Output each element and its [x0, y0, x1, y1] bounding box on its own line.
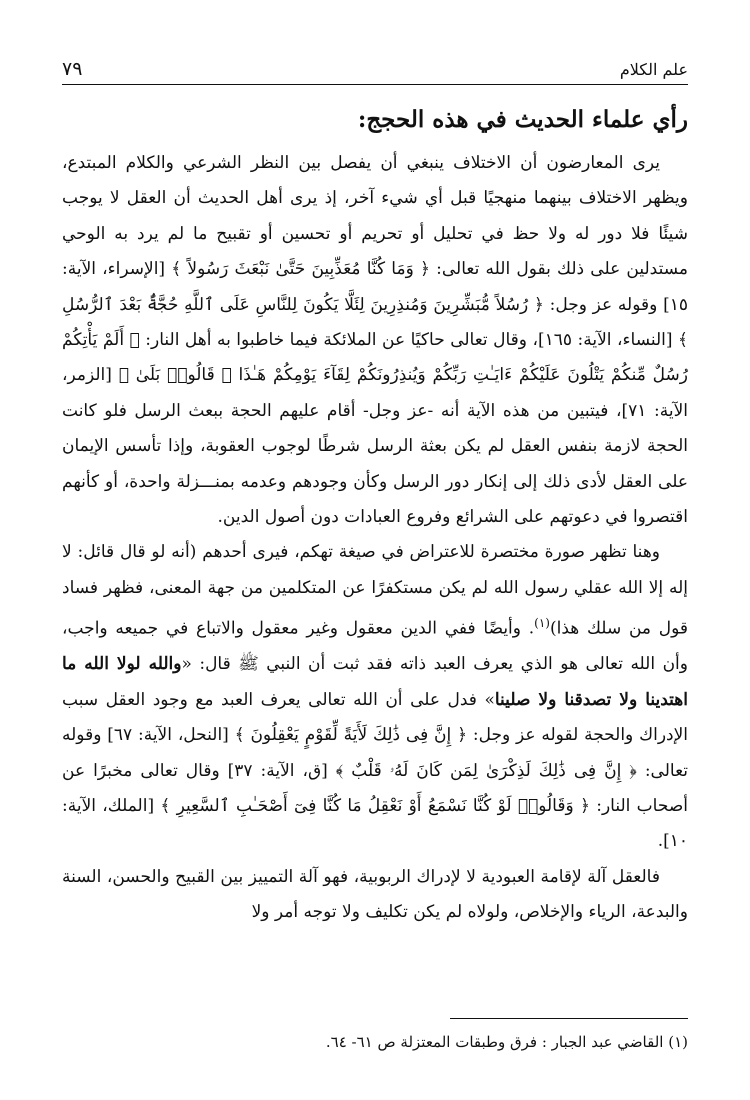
paragraph — [62, 535, 688, 859]
page-number: ٧٩ — [62, 58, 83, 80]
quran-verse: ﴿ أَلَمْ يَأْتِكُمْ رُسُلٌ مِّنكُمْ يَتْلُونَ عَلَيْكُمْ ءَايَـٰتِ رَبِّكُمْ وَيُنذِرُونَكُمْ لِقَآءَ يَوْمِكُمْ هَـٰذَا ۚ قَالُوا۟ بَلَىٰ ﴾ — [62, 330, 688, 386]
text-run: [الملك، الآية: ١٠]. — [62, 795, 688, 852]
text-run: [الزمر، الآية: ٧١]، فيتبين من هذه الآية أنه -عز وجل- أقام عليهم الحجة ببعث الرسل فلو كانت الحجة لازمة بنفس العقل لم يكن بعثة الرسل شرطًا لوجوب العقوبة، وإذا تأسس الإيمان على العقل لأدى ذلك إلى إنكار دور الرسل وكأن وجودهم وعدمه بمنـــزلة واحدة، أو كأنهم اقتصروا في دعوتهم على الشرائع وفروع العبادات دون أصول الدين. — [62, 365, 688, 528]
hadith-quote: والله لولا الله ما اهتدينا ولا تصدقنا ولا صلينا — [62, 654, 688, 710]
text-run: وهنا تظهر صورة مختصرة للاعتراض في صيغة تهكم، فيرى أحدهم (أنه لو قال قائل: لا إله إلا الله عقلي رسول الله لم يكن مستكفرًا عن المتكلمين من جهة المعنى، فظهر فساد قول من سلك هذا) — [62, 542, 689, 639]
text-run: . وأيضًا ففي الدين معقول وغير معقول والاتباع في جميعه واجب، وأن الله تعالى هو الذي يعرف العبد ذاته فقد ثبت أن النبي ﷺ قال: « — [62, 618, 688, 675]
footnote-ref: (١) — [534, 616, 550, 631]
text-run: » فدل على أن الله تعالى يعرف العبد مع وجود العقل سبب الإدراك والحجة لقوله عز وجل: — [62, 689, 689, 746]
paragraph — [62, 860, 688, 931]
text-run: [ق، الآية: ٣٧] وقال تعالى مخبرًا عن أصحاب النار: — [62, 760, 688, 816]
text-run: فالعقل آلة لإقامة العبودية لا لإدراك الربوبية، فهو آلة التمييز بين القبيح والحسن، السنة والبدعة، الرياء والإخلاص، ولولاه لم يكن تكليف ولا توجه أمر ولا — [62, 866, 688, 923]
quran-verse: ﴿ وَمَا كُنَّا مُعَذِّبِينَ حَتَّىٰ نَبْعَثَ رَسُولاً ﴾ — [171, 259, 430, 280]
quran-verse: ﴿ وَقَالُوا۟ لَوْ كُنَّا نَسْمَعُ أَوْ نَعْقِلُ مَا كُنَّا فِىٓ أَصْحَـٰبِ ٱلسَّعِيرِ ﴾ — [160, 795, 590, 816]
section-heading: رأي علماء الحديث في هذه الحجج: — [357, 106, 688, 133]
text-run: [النحل، الآية: ٦٧] وقوله تعالى: — [62, 725, 689, 781]
text-run: يرى المعارضون أن الاختلاف ينبغي أن يفصل بين النظر الشرعي والكلام المبتدع، ويظهر الاختلاف بينهما منهجيًا قبل أي شيء آخر، إذ يرى أهل الحديث أن العقل لا يوجب شيئًا فلا دور له ولا حظ في تحليل أو تحريم أو تحسين أو تقبيح ما لم يرد به الوحي مستدلين على ذلك بقول الله تعالى: — [62, 153, 688, 280]
body-text — [62, 146, 688, 931]
text-run: [الإسراء، الآية: ١٥] وقوله عز وجل: — [62, 259, 688, 315]
paragraph — [62, 146, 688, 535]
header-rule — [62, 84, 688, 85]
quran-verse: ﴿ إِنَّ فِى ذَٰلِكَ لَأَيَةً لِّقَوْمٍ يَعْقِلُونَ ﴾ — [234, 725, 468, 746]
text-run: [النساء، الآية: ١٦٥]، وقال تعالى حاكيًا عن الملائكة فيما خاطبوا به أهل النار: — [139, 330, 679, 351]
running-title: علم الكلام — [619, 60, 688, 79]
footnote-rule — [450, 1018, 688, 1019]
quran-verse: ﴿ إِنَّ فِى ذَٰلِكَ لَذِكْرَىٰ لِمَن كَانَ لَهُۥ قَلْبٌ ﴾ — [335, 760, 637, 781]
running-header — [62, 58, 688, 82]
quran-verse: ﴿ رُسُلاً مُّبَشِّرِينَ وَمُنذِرِينَ لِئَلَّا يَكُونَ لِلنَّاسِ عَلَى ٱللَّهِ حُجَّةٌۢ بَعْدَ ٱلرُّسُلِ ﴾ — [62, 294, 688, 351]
footnote: (١) القاضي عبد الجبار : فرق وطبقات المعتزلة ص ٦١- ٦٤. — [325, 1033, 688, 1051]
